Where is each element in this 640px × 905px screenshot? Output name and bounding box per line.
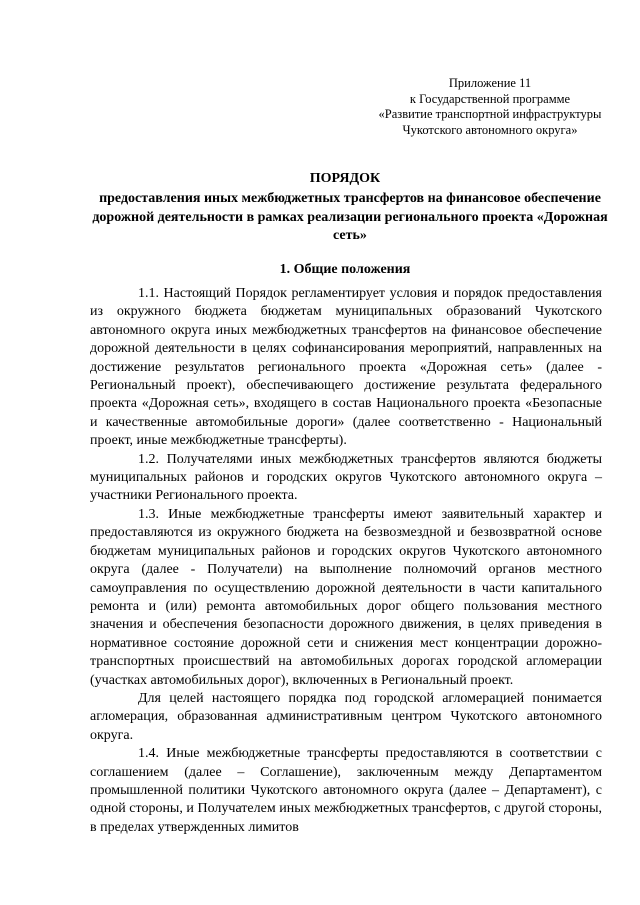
document-title: ПОРЯДОК [309,171,381,186]
paragraph-agglomeration-definition: Для целей настоящего порядка под городской агломерацией понимается агломерация, образованная административным центром Чукотского автономного округа. [90,690,602,743]
document-subtitle: предоставления иных межбюджетных трансфертов на финансовое обеспечение дорожной деятельности в рамках реализации регионального проекта «Дорожная сеть» [92,191,608,243]
paragraph-1-4: 1.4. Иные межбюджетные трансферты предоставляются в соответствии с соглашением (далее – Соглашение), заключенным между Департаментом промышленной политики Чукотского автономного округа (далее – Департамент), с одной стороны, и Получателем иных межбюджетных трансфертов, с другой стороны, в пределах утвержденных лимитов [90,746,602,835]
appendix-line-3: «Развитие транспортной инфраструктуры [378,107,602,121]
document-body [90,285,602,837]
appendix-line-1: Приложение 11 [448,76,532,90]
paragraph-1-1: 1.1. Настоящий Порядок регламентирует условия и порядок предоставления из окружного бюджета бюджетам муниципальных образований Чукотского автономного округа иных межбюджетных трансфертов на финансовое обеспечение дорожной деятельности в целях софинансирования мероприятий, направленных на достижение результатов регионального проекта «Дорожная сеть» (далее - Региональный проект), обеспечивающего достижение результата федерального проекта «Дорожная сеть», входящего в состав Национального проекта «Безопасные и качественные автомобильные дороги» (далее соответственно - Национальный проект, иные межбюджетные трансферты). [90,286,602,449]
appendix-header [340,76,640,138]
appendix-line-2: к Государственной программе [409,91,571,106]
paragraph-1-3: 1.3. Иные межбюджетные трансферты имеют заявительный характер и предоставляются из окружного бюджета на безвозмездной и безвозвратной основе бюджетам муниципальных районов и городских округов Чукотского автономного округа (далее - Получатели) на выполнение полномочий органов местного самоуправления по осуществлению дорожной деятельности в части капитального ремонта и (или) ремонта автомобильных дорог общего пользования местного значения и обеспечения безопасности дорожного движения, в целях приведения в нормативное состояние дорожной сети и снижения мест концентрации дорожно-транспортных происшествий на автомобильных дорогах городской агломерации (участках автомобильных дорог), включенных в Региональный проект. [90,506,602,688]
appendix-line-4: Чукотского автономного округа» [402,122,578,137]
paragraph-1-2: 1.2. Получателями иных межбюджетных трансфертов являются бюджеты муниципальных районов и городских округов Чукотского автономного округа – участники Регионального проекта. [90,451,602,504]
section-heading: 1. Общие положения [279,262,411,277]
